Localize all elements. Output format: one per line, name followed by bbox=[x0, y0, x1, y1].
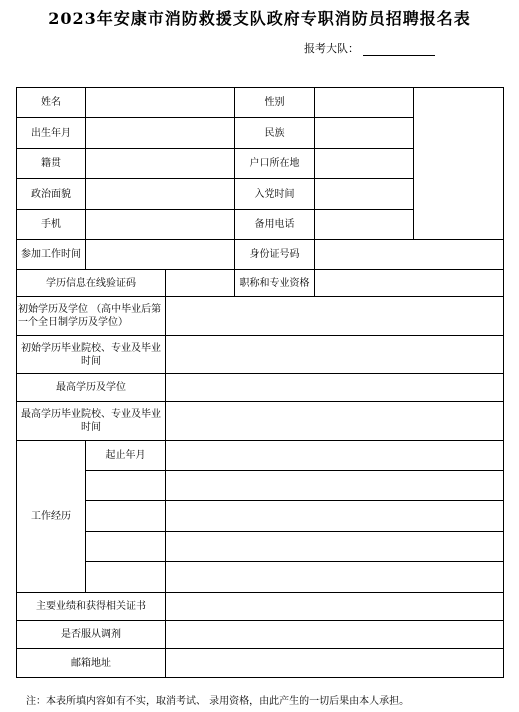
transfer-label: 是否服从调剂 bbox=[16, 620, 165, 648]
edu-code-input[interactable] bbox=[165, 269, 234, 296]
political-input[interactable] bbox=[85, 178, 234, 209]
political-label: 政治面貌 bbox=[16, 178, 85, 209]
work-exp-label: 工作经历 bbox=[16, 440, 85, 592]
native-place-label: 籍贯 bbox=[16, 148, 85, 178]
gender-input[interactable] bbox=[314, 87, 413, 117]
period-label: 起止年月 bbox=[85, 440, 165, 470]
hukou-label: 户口所在地 bbox=[234, 148, 314, 178]
address-input[interactable] bbox=[165, 648, 504, 678]
birth-label: 出生年月 bbox=[16, 117, 85, 148]
team-label: 报考大队： bbox=[304, 42, 359, 55]
team-input[interactable] bbox=[363, 43, 435, 56]
work-exp-input[interactable] bbox=[165, 470, 504, 500]
initial-school-input[interactable] bbox=[165, 335, 504, 373]
party-date-label: 入党时间 bbox=[234, 178, 314, 209]
phone-input[interactable] bbox=[85, 209, 234, 239]
work-exp-input[interactable] bbox=[165, 531, 504, 561]
initial-school-label: 初始学历毕业院校、专业及毕业时间 bbox=[16, 335, 165, 373]
native-place-input[interactable] bbox=[85, 148, 234, 178]
period-input[interactable] bbox=[85, 561, 165, 592]
id-number-label: 身份证号码 bbox=[234, 239, 314, 269]
highest-school-input[interactable] bbox=[165, 401, 504, 440]
initial-edu-input[interactable] bbox=[165, 296, 504, 335]
achievements-input[interactable] bbox=[165, 592, 504, 620]
gender-label: 性别 bbox=[234, 87, 314, 117]
transfer-input[interactable] bbox=[165, 620, 504, 648]
title-qual-input[interactable] bbox=[314, 269, 504, 296]
work-exp-header-input[interactable] bbox=[165, 440, 504, 470]
id-number-input[interactable] bbox=[314, 239, 504, 269]
party-date-input[interactable] bbox=[314, 178, 413, 209]
period-input[interactable] bbox=[85, 531, 165, 561]
title-qual-label: 职称和专业资格 bbox=[234, 269, 314, 296]
initial-edu-label: 初始学历及学位 （高中毕业后第一个全日制学历及学位） bbox=[16, 296, 165, 335]
phone-label: 手机 bbox=[16, 209, 85, 239]
name-input[interactable] bbox=[85, 87, 234, 117]
achievements-label: 主要业绩和获得相关证书 bbox=[16, 592, 165, 620]
name-label: 姓名 bbox=[16, 87, 85, 117]
highest-school-label: 最高学历毕业院校、专业及毕业时间 bbox=[16, 401, 165, 440]
backup-phone-input[interactable] bbox=[314, 209, 413, 239]
backup-phone-label: 备用电话 bbox=[234, 209, 314, 239]
birth-input[interactable] bbox=[85, 117, 234, 148]
period-input[interactable] bbox=[85, 470, 165, 500]
period-input[interactable] bbox=[85, 500, 165, 531]
edu-code-label: 学历信息在线验证码 bbox=[16, 269, 165, 296]
work-start-input[interactable] bbox=[85, 239, 234, 269]
registration-form bbox=[16, 87, 504, 678]
footnote: 注：本表所填内容如有不实，取消考试、 录用资格，由此产生的一切后果由本人承担。 bbox=[26, 696, 410, 707]
hukou-input[interactable] bbox=[314, 148, 413, 178]
work-exp-input[interactable] bbox=[165, 500, 504, 531]
form-title: 2023年安康市消防救援支队政府专职消防员招聘报名表 bbox=[48, 9, 471, 28]
address-label: 邮箱地址 bbox=[16, 648, 165, 678]
team-field bbox=[304, 40, 435, 56]
work-start-label: 参加工作时间 bbox=[16, 239, 85, 269]
work-exp-input[interactable] bbox=[165, 561, 504, 592]
highest-edu-label: 最高学历及学位 bbox=[16, 373, 165, 401]
ethnicity-label: 民族 bbox=[234, 117, 314, 148]
photo-box[interactable] bbox=[413, 87, 504, 239]
highest-edu-input[interactable] bbox=[165, 373, 504, 401]
ethnicity-input[interactable] bbox=[314, 117, 413, 148]
